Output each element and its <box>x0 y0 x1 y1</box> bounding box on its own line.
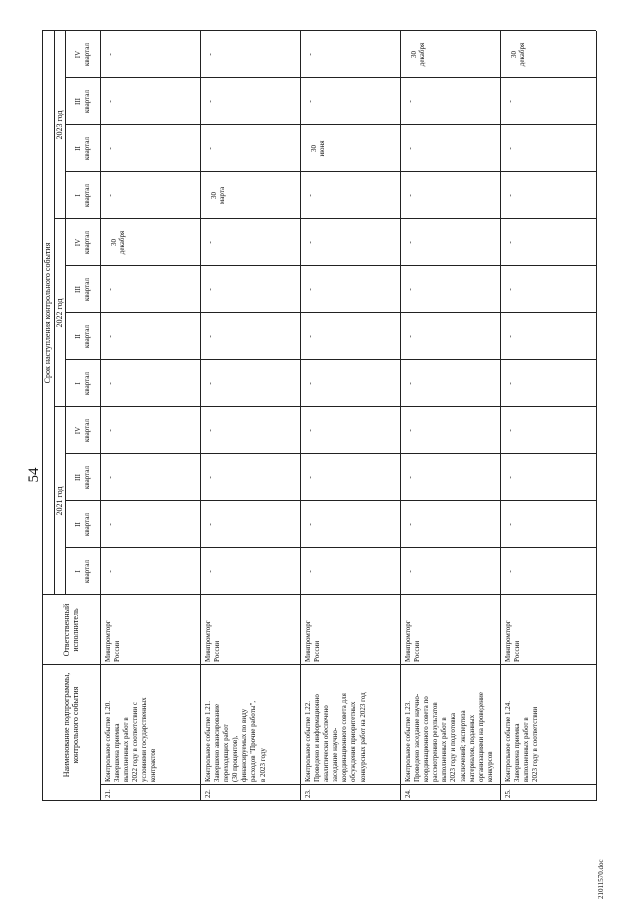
empty-deadline-dash: - <box>306 100 314 103</box>
empty-deadline-dash: - <box>106 523 114 526</box>
empty-deadline-dash: - <box>406 570 414 573</box>
control-event-name-line: контрактов <box>149 748 158 782</box>
header-quarter <box>65 266 100 313</box>
header-quarter <box>65 548 100 595</box>
empty-deadline-dash: - <box>406 288 414 291</box>
control-event-name-line: переходящих работ <box>222 724 231 782</box>
quarter-word: квартал <box>82 90 91 113</box>
quarter-number: III <box>74 286 83 293</box>
empty-deadline-dash: - <box>206 523 214 526</box>
responsible-executor-line: Минпромторг <box>104 620 112 662</box>
quarter-word: квартал <box>82 466 91 489</box>
quarter-word: квартал <box>82 278 91 301</box>
control-event-name-line: заключений; экспертиза <box>458 710 467 782</box>
quarter-word: квартал <box>82 43 91 66</box>
responsible-executor-line: Минпромторг <box>404 620 412 662</box>
responsible-executor-line: Минпромторг <box>304 620 312 662</box>
deadline-month: марта <box>218 186 227 205</box>
quarter-number: II <box>74 522 83 527</box>
empty-deadline-dash: - <box>406 335 414 338</box>
control-event-name <box>304 667 368 782</box>
empty-deadline-dash: - <box>406 476 414 479</box>
control-event-name-line: Контрольное событие 1.20. <box>104 700 112 782</box>
header-quarter <box>65 172 100 219</box>
control-event-name-line: рассмотрению результатов <box>431 702 440 782</box>
empty-deadline-dash: - <box>406 523 414 526</box>
deadline-date <box>110 219 127 266</box>
deadline-date <box>410 31 427 78</box>
grid-line-quarter-separator <box>65 547 596 548</box>
responsible-executor-line: Минпромторг <box>504 620 512 662</box>
header-quarter <box>65 313 100 360</box>
quarter-word: квартал <box>82 325 91 348</box>
row-number: 23. <box>304 789 312 798</box>
grid-line-quarter-separator <box>65 124 596 125</box>
grid-line-row-separator <box>200 31 201 801</box>
quarter-word: квартал <box>82 513 91 536</box>
deadline-day: 30 <box>510 51 518 58</box>
control-event-name-line: конкурсных работ на 2023 год <box>358 692 367 782</box>
control-event-name-line: организациями на проведение <box>476 692 485 782</box>
quarter-word: квартал <box>82 372 91 395</box>
deadline-month: декабря <box>518 42 527 67</box>
grid-line-year-separator <box>54 218 596 219</box>
grid-line-quarter-separator <box>65 265 596 266</box>
grid-line-bottom <box>596 31 597 801</box>
responsible-executor <box>404 620 422 662</box>
header-quarter <box>65 454 100 501</box>
empty-deadline-dash: - <box>306 523 314 526</box>
header-quarter <box>65 78 100 125</box>
responsible-executor <box>104 620 122 662</box>
empty-deadline-dash: - <box>506 335 514 338</box>
quarter-number: IV <box>74 50 83 59</box>
grid-line-row-separator <box>400 31 401 801</box>
control-event-name-line: в 2023 году <box>258 748 267 782</box>
empty-deadline-dash: - <box>306 241 314 244</box>
quarter-number: I <box>74 382 83 385</box>
quarter-number: I <box>74 194 83 197</box>
row-number: 24. <box>404 789 412 798</box>
empty-deadline-dash: - <box>106 335 114 338</box>
deadline-day: 30 <box>310 145 318 152</box>
empty-deadline-dash: - <box>206 241 214 244</box>
header-name-column: Наименование подпрограммы, контрольного события <box>61 672 80 778</box>
control-event-name-line: Контрольное событие 1.22. <box>304 700 312 782</box>
header-quarter <box>65 125 100 172</box>
empty-deadline-dash: - <box>506 382 514 385</box>
quarter-number: III <box>74 98 83 105</box>
empty-deadline-dash: - <box>206 147 214 150</box>
header-deadline-group: Срок наступления контрольного события <box>43 242 53 384</box>
page-number: 54 <box>26 467 42 483</box>
empty-deadline-dash: - <box>106 53 114 56</box>
row-number: 22. <box>204 789 212 798</box>
control-event-name-line: Контрольное событие 1.21. <box>204 700 212 782</box>
deadline-date <box>210 172 227 219</box>
control-event-name-line: конкурсов <box>485 751 494 782</box>
empty-deadline-dash: - <box>106 570 114 573</box>
deadline-month: декабря <box>418 42 427 67</box>
quarter-number: II <box>74 146 83 151</box>
control-event-name-line: координационного совета по <box>422 696 431 782</box>
empty-deadline-dash: - <box>506 194 514 197</box>
responsible-executor <box>304 620 322 662</box>
empty-deadline-dash: - <box>106 100 114 103</box>
control-event-name-line: Проведено и информационно <box>313 694 322 782</box>
empty-deadline-dash: - <box>506 147 514 150</box>
empty-deadline-dash: - <box>506 429 514 432</box>
quarter-word: квартал <box>82 231 91 254</box>
grid-line-name-resp <box>42 664 596 665</box>
control-event-name-line: материалов, поданных <box>467 714 476 782</box>
control-event-name-line: (30 процентов), <box>231 735 240 782</box>
control-event-name-line: аналитически обеспечено <box>322 705 331 782</box>
empty-deadline-dash: - <box>206 476 214 479</box>
responsible-executor-line: России <box>113 640 122 662</box>
empty-deadline-dash: - <box>206 570 214 573</box>
control-event-name-line: 2023 году и подготовка <box>449 713 458 782</box>
control-event-name-line: условиями государственных <box>140 697 149 782</box>
quarter-number: III <box>74 474 83 481</box>
empty-deadline-dash: - <box>406 147 414 150</box>
control-event-name-line: Проведено заседание научно- <box>413 693 422 782</box>
empty-deadline-dash: - <box>506 523 514 526</box>
control-event-name-line: выполненных работ в <box>522 717 531 782</box>
deadline-month: июня <box>318 140 327 157</box>
quarter-word: квартал <box>82 137 91 160</box>
grid-line-quarter-separator <box>65 359 596 360</box>
control-event-name-line: Завершена приемка <box>513 723 522 782</box>
control-event-name <box>204 667 268 782</box>
deadline-date <box>310 125 327 172</box>
header-quarter <box>65 31 100 78</box>
empty-deadline-dash: - <box>406 382 414 385</box>
control-event-name-line: Контрольное событие 1.23. <box>404 700 412 782</box>
deadline-day: 30 <box>210 192 218 199</box>
empty-deadline-dash: - <box>306 53 314 56</box>
empty-deadline-dash: - <box>406 194 414 197</box>
control-event-name-line: 2022 году в соответствии с <box>131 701 140 782</box>
deadline-day: 30 <box>410 51 418 58</box>
empty-deadline-dash: - <box>206 53 214 56</box>
quarter-word: квартал <box>82 560 91 583</box>
empty-deadline-dash: - <box>406 429 414 432</box>
responsible-executor-line: России <box>513 640 522 662</box>
control-event-name-line: обсуждения приоритетных <box>349 701 358 782</box>
row-number: 21. <box>104 789 112 798</box>
responsible-executor-line: России <box>313 640 322 662</box>
responsible-executor-line: России <box>413 640 422 662</box>
control-event-name-line: Контрольное событие 1.24. <box>504 700 512 782</box>
row-number: 25. <box>504 789 512 798</box>
empty-deadline-dash: - <box>106 288 114 291</box>
empty-deadline-dash: - <box>306 382 314 385</box>
grid-line-row-separator <box>500 31 501 801</box>
grid-line-num-name <box>100 784 596 785</box>
responsible-executor-line: Минпромторг <box>204 620 212 662</box>
empty-deadline-dash: - <box>306 570 314 573</box>
header-year: 2021 год <box>54 486 64 516</box>
grid-line-year-separator <box>54 406 596 407</box>
empty-deadline-dash: - <box>106 429 114 432</box>
empty-deadline-dash: - <box>106 382 114 385</box>
control-event-name <box>104 667 159 782</box>
grid-line-quarter-separator <box>65 500 596 501</box>
empty-deadline-dash: - <box>206 429 214 432</box>
grid-line-left <box>42 800 596 801</box>
quarter-number: IV <box>74 238 83 247</box>
empty-deadline-dash: - <box>206 335 214 338</box>
deadline-date <box>510 31 527 78</box>
empty-deadline-dash: - <box>306 194 314 197</box>
empty-deadline-dash: - <box>306 476 314 479</box>
empty-deadline-dash: - <box>206 288 214 291</box>
control-event-name-line: выполненных работ в <box>440 717 449 782</box>
header-year: 2022 год <box>54 298 64 328</box>
empty-deadline-dash: - <box>406 100 414 103</box>
control-event-name <box>404 667 495 782</box>
grid-line-header-bottom <box>100 31 101 801</box>
control-event-name-line: Завершено авансирование <box>213 704 222 782</box>
header-quarter <box>65 219 100 266</box>
control-event-name <box>504 667 540 782</box>
empty-deadline-dash: - <box>306 288 314 291</box>
empty-deadline-dash: - <box>206 382 214 385</box>
empty-deadline-dash: - <box>406 241 414 244</box>
empty-deadline-dash: - <box>506 241 514 244</box>
control-event-name-line: 2023 году в соответствии <box>531 706 540 782</box>
empty-deadline-dash: - <box>106 194 114 197</box>
header-quarter <box>65 407 100 454</box>
quarter-word: квартал <box>82 184 91 207</box>
quarter-number: IV <box>74 426 83 435</box>
header-year: 2023 год <box>54 110 64 140</box>
empty-deadline-dash: - <box>306 335 314 338</box>
deadline-day: 30 <box>110 239 118 246</box>
empty-deadline-dash: - <box>106 476 114 479</box>
grid-line-quarter-separator <box>65 453 596 454</box>
quarter-number: I <box>74 570 83 573</box>
empty-deadline-dash: - <box>306 429 314 432</box>
grid-line-quarter-separator <box>65 312 596 313</box>
empty-deadline-dash: - <box>206 100 214 103</box>
responsible-executor-line: России <box>213 640 222 662</box>
quarter-word: квартал <box>82 419 91 442</box>
control-event-name-line: координационного совета для <box>340 693 349 782</box>
control-event-name-line: выполненных работ в <box>122 717 131 782</box>
empty-deadline-dash: - <box>506 476 514 479</box>
control-event-name-line: Завершена приемка <box>113 723 122 782</box>
empty-deadline-dash: - <box>506 100 514 103</box>
control-event-name-line: расходов "Прочие работы", <box>249 700 258 782</box>
responsible-executor <box>504 620 522 662</box>
header-quarter <box>65 501 100 548</box>
document-filename: 21011570.doc <box>597 859 605 899</box>
header-responsible-column: Ответственный исполнитель <box>61 603 80 657</box>
deadline-month: декабря <box>118 230 127 255</box>
header-quarter <box>65 360 100 407</box>
grid-line-quarter-separator <box>65 171 596 172</box>
control-event-name-line: заседание научно- <box>331 727 340 782</box>
empty-deadline-dash: - <box>506 570 514 573</box>
grid-line-row-separator <box>300 31 301 801</box>
control-event-name-line: финансируемых по виду <box>240 708 249 782</box>
responsible-executor <box>204 620 222 662</box>
empty-deadline-dash: - <box>106 147 114 150</box>
quarter-number: II <box>74 334 83 339</box>
empty-deadline-dash: - <box>506 288 514 291</box>
